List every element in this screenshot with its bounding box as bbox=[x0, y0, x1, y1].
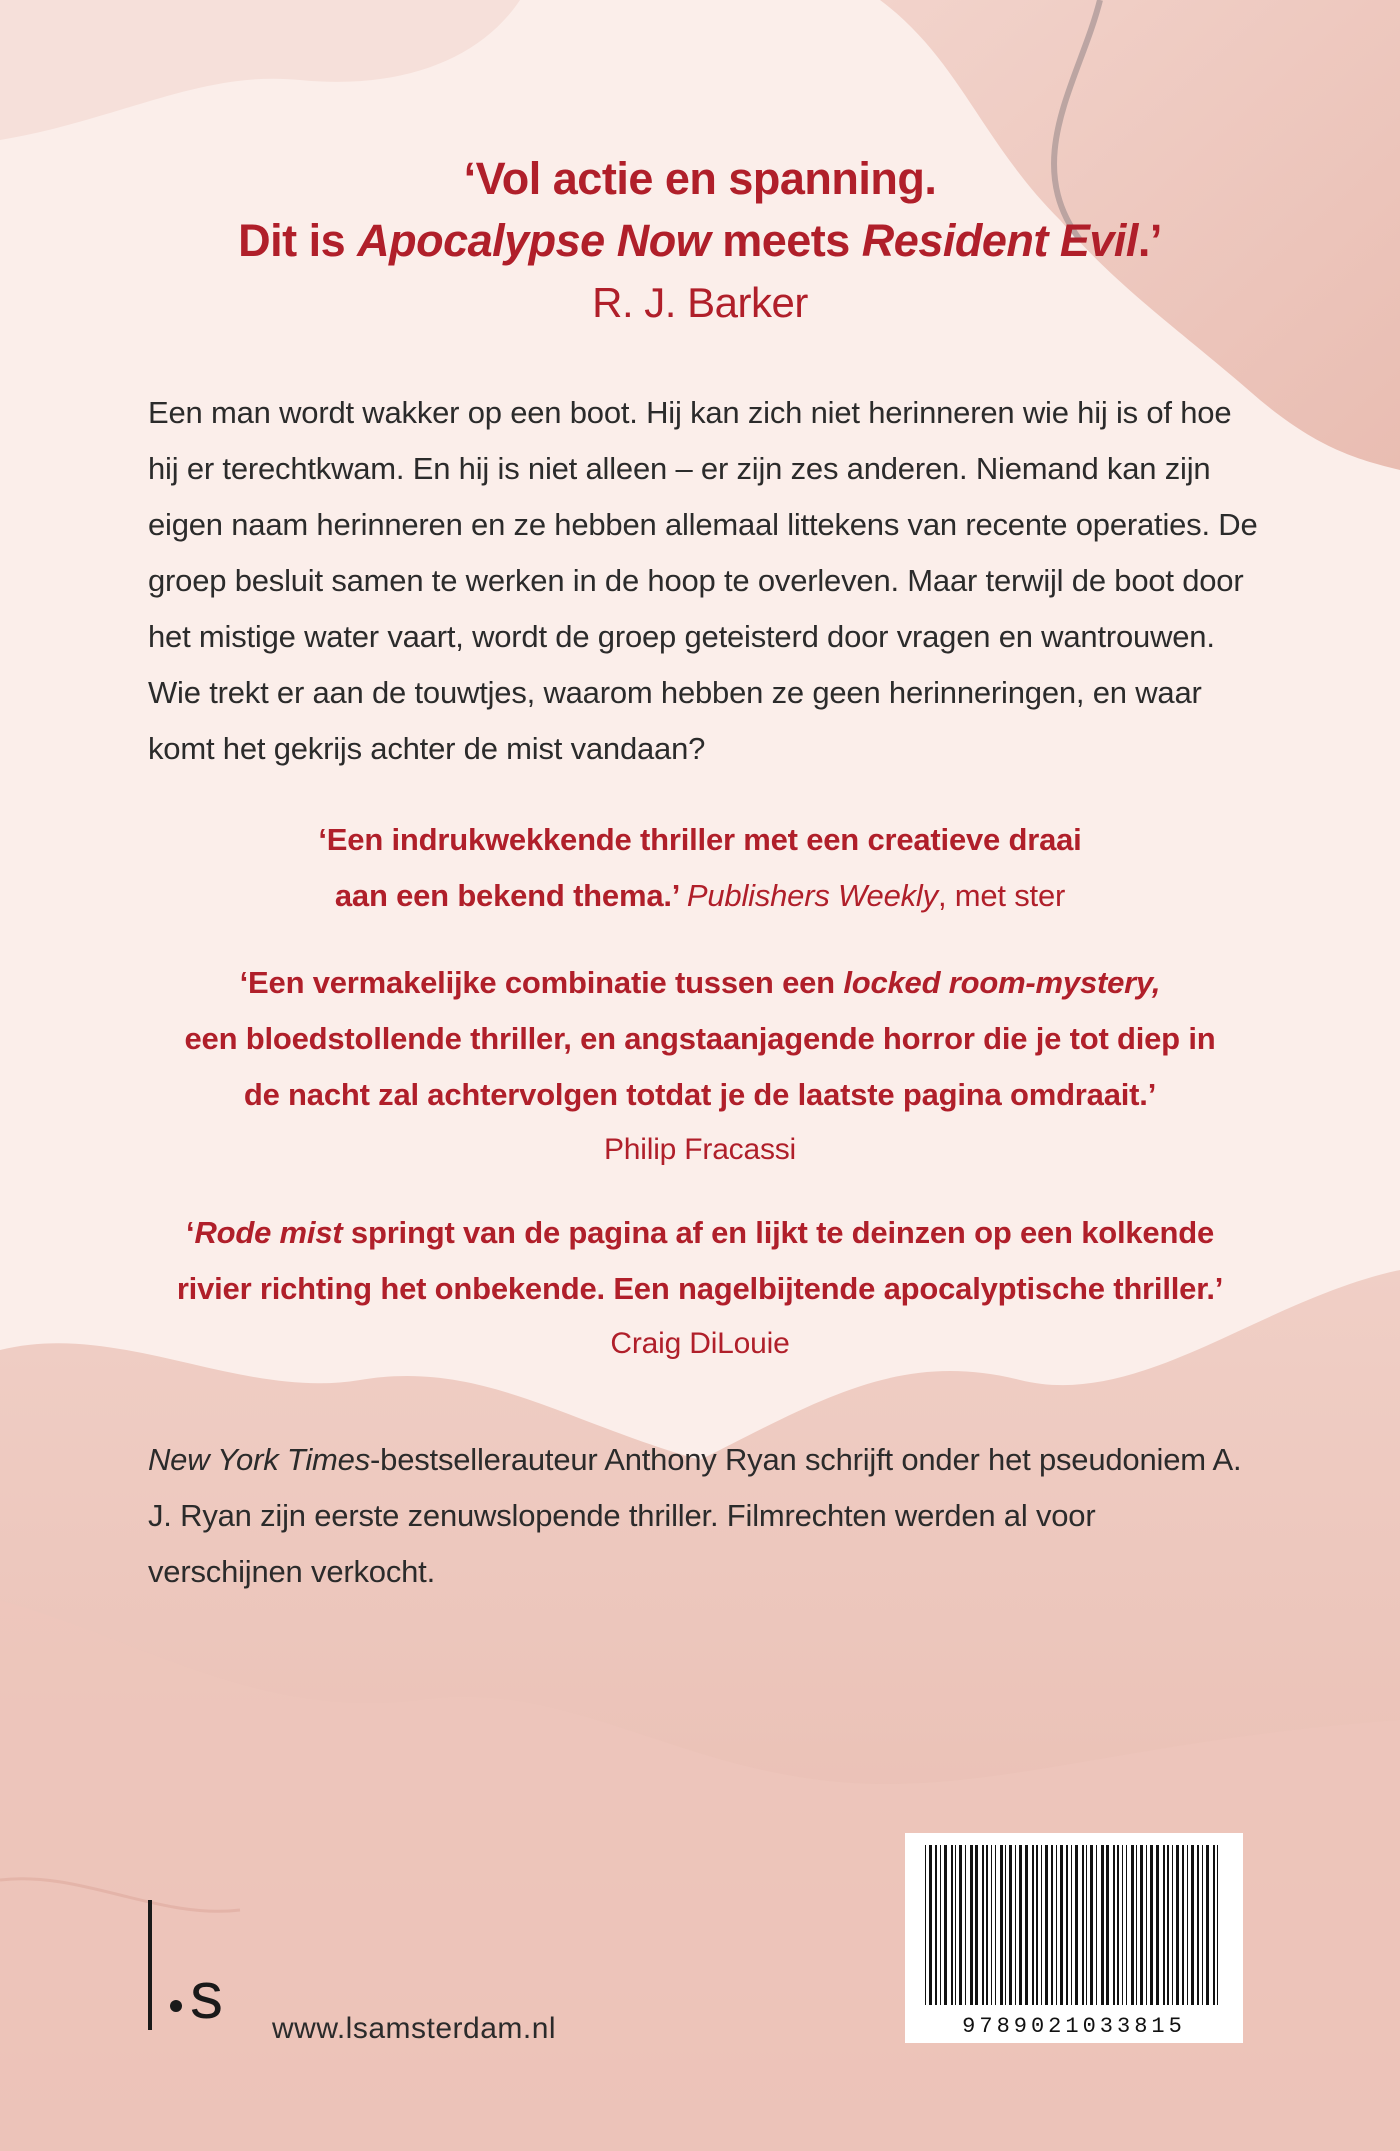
barcode-bar bbox=[1206, 1845, 1209, 2005]
book-blurb: Een man wordt wakker op een boot. Hij kan zich niet herinneren wie hij is of hoe hij er terechtkwam. En hij is niet alleen – er zijn zes anderen. Niemand kan zijn eigen naam herinneren en ze hebben allemaal littekens van recente operaties. De groep besluit samen te werken in de hoop te overleven. Maar terwijl de boot door het mistige water vaart, wordt de groep geteisterd door vragen en wantrouwen. Wie trekt er aan de touwtjes, waarom hebben ze geen herinneringen, en waar komt het gekrijs achter de mist vandaan? bbox=[148, 395, 1258, 766]
barcode-bar bbox=[1090, 1845, 1093, 2005]
quote2-line2: een bloedstollende thriller, en angstaanjagende horror die je tot diep in bbox=[184, 1021, 1216, 1056]
quote-publishers-weekly bbox=[60, 812, 1340, 924]
barcode-bar bbox=[1126, 1845, 1127, 2005]
barcode-bar bbox=[1156, 1845, 1159, 2005]
logo-bar bbox=[148, 1900, 152, 2030]
quote3-line2: rivier richting het onbekende. Een nagelbijtende apocalyptische thriller.’ bbox=[176, 1271, 1224, 1306]
barcode-bar bbox=[1045, 1845, 1048, 2005]
barcode-bar bbox=[1197, 1845, 1199, 2005]
barcode-bar bbox=[1213, 1845, 1215, 2005]
barcode-bar bbox=[1096, 1845, 1097, 2005]
barcode-bar bbox=[1032, 1845, 1034, 2005]
quote3-line1: ‘Rode mist springt van de pagina af en lijkt te deinzen op een kolkende bbox=[186, 1215, 1214, 1250]
barcode-bar bbox=[929, 1845, 932, 2005]
barcode-bar bbox=[1082, 1845, 1084, 2005]
top-quote-line2: Dit is Apocalypse Now meets Resident Evil.’ bbox=[238, 215, 1162, 266]
barcode-bar bbox=[991, 1845, 992, 2005]
quote1-line1: ‘Een indrukwekkende thriller met een creatieve draai bbox=[318, 822, 1082, 857]
barcode-bar bbox=[1036, 1845, 1038, 2005]
barcode-bar bbox=[1146, 1845, 1147, 2005]
quote2-line3: de nacht zal achtervolgen totdat je de laatste pagina omdraait.’ bbox=[243, 1077, 1157, 1112]
barcode-bar bbox=[1150, 1845, 1153, 2005]
barcode-bar bbox=[1041, 1845, 1042, 2005]
barcode-bar bbox=[951, 1845, 953, 2005]
barcode-bar bbox=[940, 1845, 941, 2005]
top-quote bbox=[0, 148, 1400, 334]
barcode-bar bbox=[1106, 1845, 1109, 2005]
barcode-bar bbox=[995, 1845, 996, 2005]
barcode-bar bbox=[1217, 1845, 1218, 2005]
barcode-bar bbox=[1176, 1845, 1179, 2005]
barcode-bar bbox=[970, 1845, 973, 2005]
barcode-bar bbox=[1015, 1845, 1016, 2005]
barcode-bar bbox=[955, 1845, 956, 2005]
quote-philip-fracassi bbox=[60, 955, 1340, 1177]
quote1-source: Publishers Weekly bbox=[686, 878, 938, 913]
barcode-bar bbox=[1066, 1845, 1068, 2005]
publisher-logo bbox=[148, 1900, 248, 2030]
isbn-number: 9789021033815 bbox=[962, 2014, 1186, 2039]
barcode-bar bbox=[975, 1845, 978, 2005]
quote-craig-dilouie bbox=[60, 1205, 1340, 1371]
barcode-bar bbox=[1182, 1845, 1184, 2005]
quote2-attribution: Philip Fracassi bbox=[603, 1133, 797, 1166]
barcode-bar bbox=[1009, 1845, 1012, 2005]
barcode-bar bbox=[1163, 1845, 1165, 2005]
barcode-bar bbox=[1202, 1845, 1203, 2005]
quote3-attribution: Craig DiLouie bbox=[610, 1327, 790, 1360]
barcode-bar bbox=[982, 1845, 984, 2005]
barcode-bar bbox=[986, 1845, 988, 2005]
barcode-bar bbox=[1086, 1845, 1087, 2005]
top-quote-line1: ‘Vol actie en spanning. bbox=[463, 153, 937, 204]
barcode-bar bbox=[1191, 1845, 1194, 2005]
barcode-bar bbox=[1117, 1845, 1119, 2005]
barcode-bar bbox=[1131, 1845, 1134, 2005]
barcode-bar bbox=[935, 1845, 937, 2005]
quote2-line1: ‘Een vermakelijke combinatie tussen een locked room-mystery, bbox=[239, 965, 1161, 1000]
barcode-bar bbox=[1140, 1845, 1143, 2005]
barcode-bar bbox=[1025, 1845, 1028, 2005]
quote1-line2: aan een bekend thema.’ Publishers Weekly, met ster bbox=[334, 878, 1066, 913]
barcode-bars bbox=[923, 1845, 1225, 2005]
isbn-barcode bbox=[905, 1833, 1243, 2043]
author-note: New York Times-bestsellerauteur Anthony Ryan schrijft onder het pseudoniem A. J. Ryan zijn eerste zenuwslopende thriller. Filmrechten werden al voor verschijnen verkocht. bbox=[148, 1442, 1242, 1589]
barcode-bar bbox=[1187, 1845, 1188, 2005]
barcode-bar bbox=[1071, 1845, 1072, 2005]
publisher-website[interactable]: www.lsamsterdam.nl bbox=[272, 2012, 557, 2045]
logo-letter: s bbox=[190, 1958, 223, 2032]
barcode-bar bbox=[1075, 1845, 1078, 2005]
logo-dot bbox=[170, 2000, 182, 2012]
barcode-bar bbox=[1051, 1845, 1053, 2005]
barcode-bar bbox=[1113, 1845, 1115, 2005]
barcode-bar bbox=[944, 1845, 947, 2005]
barcode-bar bbox=[1056, 1845, 1057, 2005]
barcode-bar bbox=[965, 1845, 966, 2005]
barcode-bar bbox=[959, 1845, 962, 2005]
barcode-bar bbox=[1136, 1845, 1137, 2005]
top-quote-attribution: R. J. Barker bbox=[592, 279, 808, 326]
barcode-bar bbox=[1172, 1845, 1173, 2005]
barcode-bar bbox=[1101, 1845, 1104, 2005]
barcode-bar bbox=[1167, 1845, 1169, 2005]
barcode-bar bbox=[1122, 1845, 1123, 2005]
barcode-bar bbox=[1060, 1845, 1063, 2005]
barcode-bar bbox=[925, 1845, 926, 2005]
barcode-bar bbox=[1005, 1845, 1006, 2005]
barcode-bar bbox=[1019, 1845, 1022, 2005]
barcode-bar bbox=[1000, 1845, 1003, 2005]
